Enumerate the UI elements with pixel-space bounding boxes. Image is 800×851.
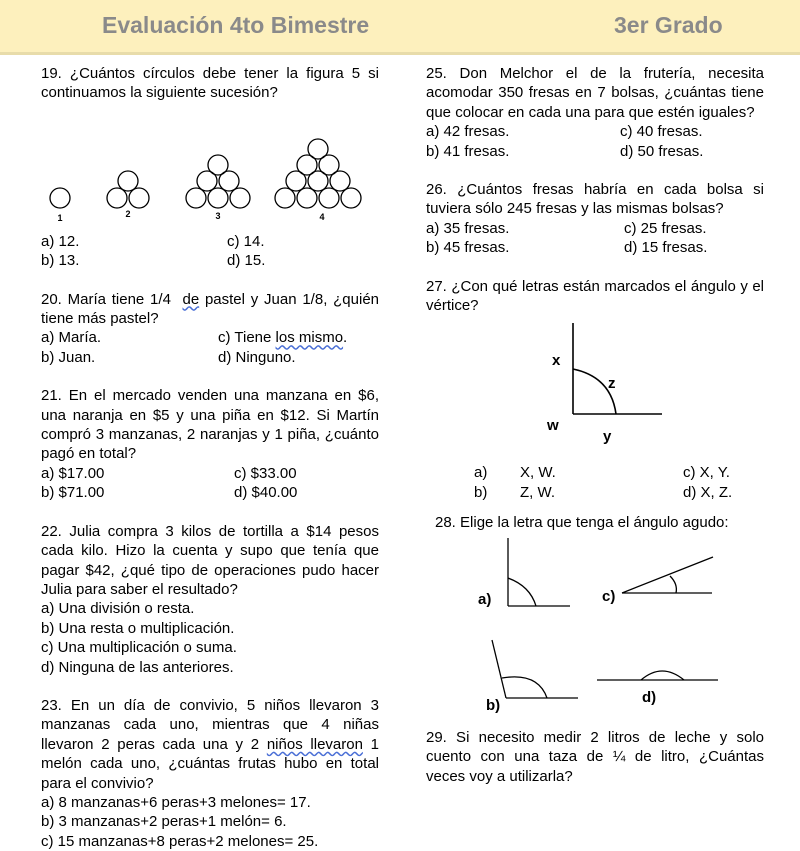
- question-text: pastel y Juan 1/8, ¿quién tiene más pastel?: [41, 290, 380, 328]
- question-text: 1 melón cada uno, ¿cuántas frutas hubo en total para el convivio?: [41, 735, 379, 792]
- exam-title: Evaluación 4to Bimestre: [102, 12, 370, 38]
- option[interactable]: c) $33.00: [234, 464, 297, 482]
- option[interactable]: a) 12.: [41, 232, 80, 250]
- question-26: [426, 180, 764, 258]
- label-a: a): [478, 590, 492, 608]
- label-d: d): [642, 688, 657, 706]
- question-25: [426, 64, 764, 161]
- question-26-options: [426, 219, 764, 258]
- option[interactable]: d) $40.00: [234, 484, 298, 502]
- option[interactable]: d) X, Z.: [683, 484, 733, 502]
- option[interactable]: c) X, Y.: [683, 464, 730, 482]
- figure-3-circle: [186, 188, 206, 208]
- question-text: 20. María tiene 1/4: [41, 290, 171, 308]
- right-column: [426, 64, 764, 786]
- question-20-options: [41, 328, 379, 367]
- figure-3-circle: [219, 171, 239, 191]
- angle-c-ray: [622, 557, 713, 593]
- option[interactable]: c) 25 fresas.: [624, 219, 707, 237]
- angle-b-ray: [492, 640, 506, 698]
- figure-label-1: 1: [57, 212, 63, 223]
- question-19: [41, 64, 379, 271]
- figure-4-circle: [341, 188, 361, 208]
- question-19-options: [41, 232, 379, 271]
- figure-4-circle: [319, 188, 339, 208]
- page-header: [0, 0, 800, 55]
- figure-4-circle: [297, 188, 317, 208]
- option-letter: b): [474, 484, 488, 502]
- question-29-text: 29. Si necesito medir 2 litros de leche y solo cuento con una taza de ¼ de litro, ¿Cuántas veces voy a utilizarla?: [426, 728, 764, 785]
- option[interactable]: X, W.: [520, 464, 556, 482]
- option[interactable]: b) 3 manzanas+2 peras+1 melón= 6.: [41, 813, 287, 831]
- question-20: [41, 290, 379, 368]
- label-c: c): [602, 587, 616, 605]
- label-b: b): [486, 696, 501, 714]
- angles-figure: [426, 534, 764, 718]
- option[interactable]: b) 45 fresas.: [426, 239, 510, 257]
- option[interactable]: c) Una multiplicación o suma.: [41, 639, 237, 657]
- question-28-text: 28. Elige la letra que tenga el ángulo agudo:: [435, 514, 729, 532]
- figure-4-circle: [275, 188, 295, 208]
- option[interactable]: a) $17.00: [41, 464, 105, 482]
- figure-4-circle: [308, 171, 328, 191]
- label-y: y: [603, 428, 612, 446]
- figure-label-2: 2: [125, 208, 131, 219]
- question-25-options: [426, 122, 764, 161]
- figure-4-circle: [286, 171, 306, 191]
- option[interactable]: b) Una resta o multiplicación.: [41, 619, 235, 637]
- figure-2-circle: [118, 171, 138, 191]
- figure-4-circle: [330, 171, 350, 191]
- question-22: [41, 522, 379, 677]
- figure-3-circle: [197, 171, 217, 191]
- option-text: c) Tiene: [218, 329, 276, 347]
- question-27-text: 27. ¿Con qué letras están marcados el ángulo y el vértice?: [426, 277, 764, 315]
- question-19-text: 19. ¿Cuántos círculos debe tener la figura 5 si continuamos la siguiente sucesión?: [41, 65, 379, 102]
- circle-sequence-figure: [41, 103, 379, 223]
- option[interactable]: a) María.: [41, 329, 102, 347]
- option[interactable]: d) 15 fresas.: [624, 239, 708, 257]
- option[interactable]: d) Ninguno.: [218, 348, 296, 366]
- option[interactable]: a) 42 fresas.: [426, 123, 510, 141]
- figure-1-circle: [50, 188, 70, 208]
- figure-2-circle: [129, 188, 149, 208]
- option[interactable]: d) Ninguna de las anteriores.: [41, 658, 234, 676]
- question-28: [426, 513, 764, 717]
- label-x: x: [552, 352, 561, 370]
- option[interactable]: c) 14.: [227, 232, 265, 250]
- question-27-options: [426, 463, 764, 503]
- option[interactable]: a) 8 manzanas+6 peras+3 melones= 17.: [41, 793, 311, 811]
- label-z: z: [608, 375, 616, 393]
- question-23: [41, 696, 379, 851]
- question-text: de: [182, 290, 200, 308]
- option[interactable]: b) $71.00: [41, 484, 105, 502]
- figure-2-circle: [107, 188, 127, 208]
- question-text: 23. En un día de convivio, 5 niños llevaron 3 manzanas cada uno, mientras que 4 niñas llevaron 2 peras cada una y 2: [41, 696, 379, 753]
- label-w: w: [547, 417, 559, 435]
- question-21-options: [41, 464, 379, 503]
- option[interactable]: b) Juan.: [41, 348, 96, 366]
- angle-c-arc: [670, 576, 676, 593]
- question-21: [41, 386, 379, 502]
- option[interactable]: c) 15 manzanas+8 peras+2 melones= 25.: [41, 832, 319, 850]
- option[interactable]: d) 50 fresas.: [620, 142, 704, 160]
- option[interactable]: d) 15.: [227, 252, 266, 270]
- option-text: los mismo: [275, 329, 344, 347]
- question-29: [426, 728, 764, 786]
- figure-3-circle: [208, 188, 228, 208]
- figure-label-4: 4: [319, 211, 325, 222]
- option[interactable]: a) Una división o resta.: [41, 600, 195, 618]
- option[interactable]: Z, W.: [520, 484, 555, 502]
- grade-label: 3er Grado: [614, 12, 723, 38]
- option[interactable]: a) 35 fresas.: [426, 219, 510, 237]
- question-20-text: [41, 290, 379, 329]
- angle-b-arc: [502, 677, 547, 698]
- option[interactable]: [210, 328, 379, 347]
- option[interactable]: c) 40 fresas.: [620, 123, 703, 141]
- option-letter: a): [474, 464, 488, 482]
- option[interactable]: b) 41 fresas.: [426, 142, 510, 160]
- option[interactable]: b) 13.: [41, 252, 80, 270]
- figure-3-circle: [230, 188, 250, 208]
- angle-a-arc: [508, 578, 536, 606]
- question-text: niños llevaron: [266, 735, 363, 753]
- question-25-text: 25. Don Melchor el de la frutería, necesita acomodar 350 fresas en 7 bolsas, ¿cuántas tiene que colocar en cada una para que estén iguales?: [426, 65, 764, 121]
- angle-vertex-figure: [426, 319, 764, 457]
- question-26-text: 26. ¿Cuántos fresas habría en cada bolsa si tuviera sólo 245 fresas y las mismas bolsas?: [426, 181, 764, 218]
- question-22-text: 22. Julia compra 3 kilos de tortilla a $14 pesos cada kilo. Hizo la cuenta y supo que tenía que pagar $42, ¿qué tipo de operaciones pudo hacer Julia para saber el resultado?: [41, 522, 379, 598]
- question-21-text: 21. En el mercado venden una manzana en $6, una naranja en $5 y una piña en $12. Si Martín compró 3 manzanas, 2 naranjas y 1 piña, ¿cuánto pagó en total?: [41, 387, 379, 463]
- left-column: [41, 64, 379, 851]
- question-27: [426, 277, 764, 504]
- option-text: .: [343, 329, 348, 347]
- figure-label-3: 3: [215, 210, 221, 221]
- question-23-text: [41, 696, 379, 793]
- angle-d-arc: [641, 671, 684, 680]
